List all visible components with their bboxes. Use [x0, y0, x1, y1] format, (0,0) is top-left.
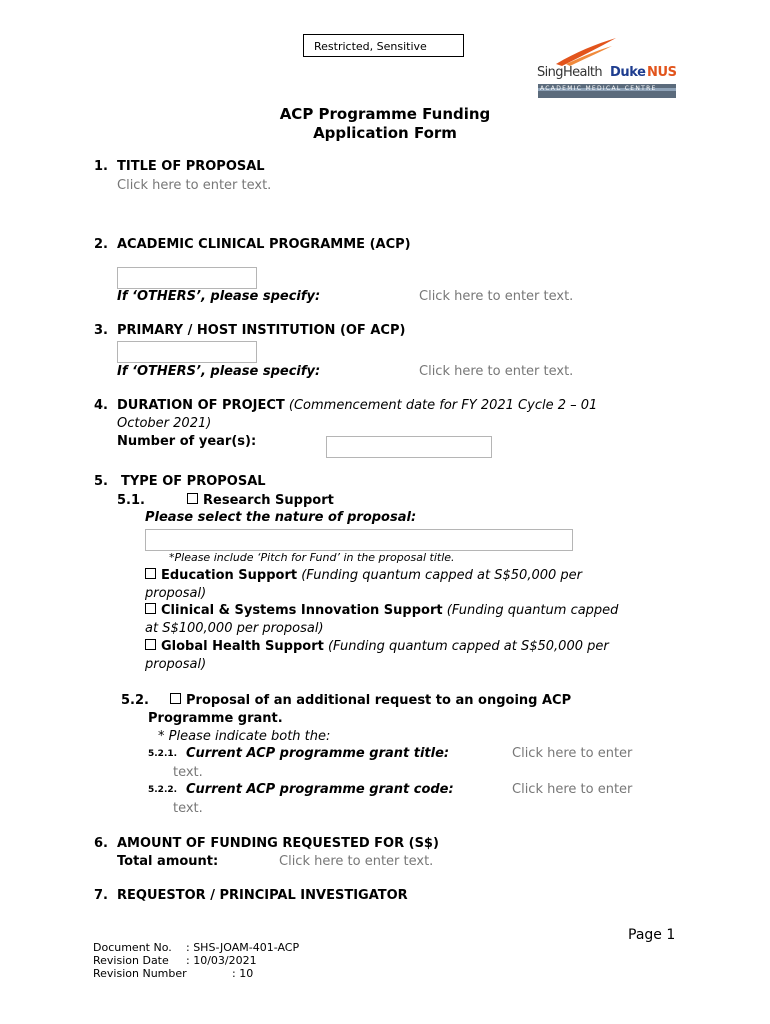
footer-rev-num-label: Revision Number — [93, 967, 187, 980]
form-title-line2: Application Form — [313, 124, 457, 142]
logo-duke-text: Duke — [610, 65, 646, 80]
classification-label: Restricted, Sensitive — [303, 34, 464, 57]
institution-others-label: If ‘OTHERS’, please specify: — [117, 364, 321, 379]
ongoing-grant-label: Proposal of an additional request to an ongoing ACP — [186, 693, 572, 708]
education-support-note: (Funding quantum capped at S$50,000 per — [301, 568, 582, 583]
education-support-option[interactable] — [145, 568, 582, 583]
grant-code-label: Current ACP programme grant code: — [186, 782, 454, 797]
total-amount-field[interactable]: Click here to enter text. — [279, 854, 434, 869]
global-health-checkbox[interactable] — [145, 639, 156, 650]
global-health-label: Global Health Support — [161, 639, 324, 654]
total-amount-label: Total amount: — [117, 854, 219, 869]
grant-code-field-continued[interactable]: text. — [173, 801, 203, 816]
section-1-heading: TITLE OF PROPOSAL — [117, 159, 265, 174]
research-support-checkbox[interactable] — [187, 493, 198, 504]
education-support-checkbox[interactable] — [145, 568, 156, 579]
logo-singhealth-text: SingHealth — [537, 65, 603, 80]
section-5-1-number: 5.1. — [117, 493, 145, 508]
grant-code-field[interactable]: Click here to enter — [512, 782, 633, 797]
ongoing-grant-option[interactable] — [170, 693, 571, 708]
section-3-heading: PRIMARY / HOST INSTITUTION (OF ACP) — [117, 323, 406, 338]
section-5-2-2-number: 5.2.2. — [148, 785, 178, 795]
section-7-heading: REQUESTOR / PRINCIPAL INVESTIGATOR — [117, 888, 408, 903]
section-2-heading: ACADEMIC CLINICAL PROGRAMME (ACP) — [117, 237, 411, 252]
education-support-label: Education Support — [161, 568, 298, 583]
csi-support-note: (Funding quantum capped — [446, 603, 619, 618]
section-5-number: 5. — [94, 474, 108, 489]
section-6-heading: AMOUNT OF FUNDING REQUESTED FOR (S$) — [117, 836, 439, 851]
footer-rev-date-label: Revision Date — [93, 954, 169, 967]
research-support-label: Research Support — [203, 493, 334, 508]
duration-note: (Commencement date for FY 2021 Cycle 2 – 01 — [288, 398, 598, 413]
section-1-number: 1. — [94, 159, 108, 174]
research-support-option[interactable] — [187, 493, 334, 508]
singhealth-dukenus-logo — [536, 38, 678, 100]
acp-others-label: If ‘OTHERS’, please specify: — [117, 289, 321, 304]
section-6-number: 6. — [94, 836, 108, 851]
csi-support-checkbox[interactable] — [145, 603, 156, 614]
nature-label: Please select the nature of proposal: — [145, 510, 417, 525]
section-4-heading-line — [117, 398, 597, 413]
csi-support-note-continued: at S$100,000 per proposal) — [145, 621, 324, 636]
grant-title-label: Current ACP programme grant title: — [186, 746, 450, 761]
section-4-number: 4. — [94, 398, 108, 413]
csi-support-label: Clinical & Systems Innovation Support — [161, 603, 443, 618]
ongoing-grant-checkbox[interactable] — [170, 693, 181, 704]
education-support-note-continued: proposal) — [145, 586, 207, 601]
footer-doc-no-label: Document No. — [93, 941, 172, 954]
logo-nus-text: NUS — [647, 65, 677, 80]
global-health-note: (Funding quantum capped at S$50,000 per — [327, 639, 609, 654]
global-health-note-continued: proposal) — [145, 657, 207, 672]
section-7-number: 7. — [94, 888, 108, 903]
section-5-2-1-number: 5.2.1. — [148, 749, 178, 759]
global-health-option[interactable] — [145, 639, 609, 654]
proposal-title-field[interactable]: Click here to enter text. — [117, 178, 272, 193]
section-3-number: 3. — [94, 323, 108, 338]
institution-others-field[interactable]: Click here to enter text. — [419, 364, 574, 379]
csi-support-option[interactable] — [145, 603, 618, 618]
years-input[interactable] — [326, 436, 492, 458]
footer-doc-no-value: : SHS-JOAM-401-ACP — [186, 941, 300, 954]
years-label: Number of year(s): — [117, 434, 257, 449]
section-5-2-number: 5.2. — [121, 693, 149, 708]
duration-note-continued: October 2021) — [117, 416, 212, 431]
form-title-line1: ACP Programme Funding — [279, 105, 491, 123]
footer-rev-date-value: : 10/03/2021 — [186, 954, 257, 967]
page-number: Page 1 — [628, 927, 676, 943]
acp-select[interactable] — [117, 267, 257, 289]
pitch-note: *Please include ‘Pitch for Fund’ in the proposal title. — [169, 551, 455, 564]
grant-title-field[interactable]: Click here to enter — [512, 746, 633, 761]
ongoing-grant-label-continued: Programme grant. — [148, 711, 283, 726]
logo-tagline: ACADEMIC MEDICAL CENTRE — [540, 85, 657, 92]
section-4-heading: DURATION OF PROJECT — [117, 398, 285, 413]
acp-others-field[interactable]: Click here to enter text. — [419, 289, 574, 304]
section-2-number: 2. — [94, 237, 108, 252]
footer-rev-num-value: : 10 — [232, 967, 254, 980]
section-5-heading: TYPE OF PROPOSAL — [121, 474, 266, 489]
institution-select[interactable] — [117, 341, 257, 363]
nature-select[interactable] — [145, 529, 573, 551]
grant-title-field-continued[interactable]: text. — [173, 765, 203, 780]
indicate-note: * Please indicate both the: — [158, 729, 331, 744]
